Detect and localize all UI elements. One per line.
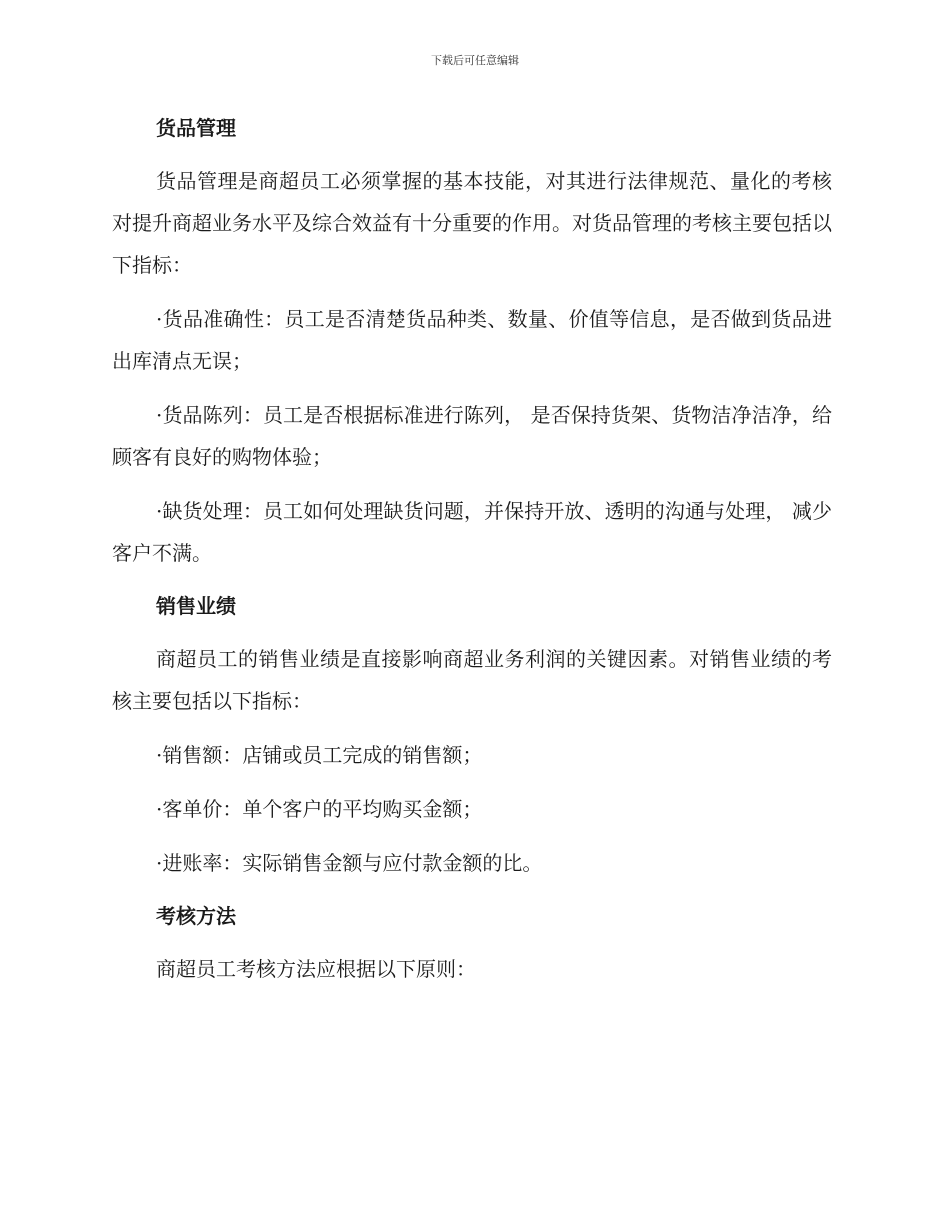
- bullet-item: [112, 734, 832, 776]
- bullet-marker: ·: [156, 307, 163, 331]
- section-heading-goods-management: 货品管理: [156, 116, 236, 140]
- bullet-text: 货品准确性：员工是否清楚货品种类、数量、价值等信息，是否做到货品进出库清点无误；: [112, 307, 832, 373]
- bullet-item: [112, 788, 832, 830]
- bullet-text: 缺货处理：员工如何处理缺货问题，并保持开放、透明的沟通与处理， 减少客户不满。: [112, 499, 832, 565]
- bullet-text: 客单价：单个客户的平均购买金额；: [162, 797, 483, 821]
- paragraph-goods-management-intro: 货品管理是商超员工必须掌握的基本技能，对其进行法律规范、量化的考核对提升商超业务水平及综合效益有十分重要的作用。对货品管理的考核主要包括以下指标：: [112, 169, 832, 277]
- document-body: [112, 108, 832, 1002]
- bullet-marker: ·: [156, 743, 163, 767]
- page-header: 下载后可任意编辑: [431, 54, 519, 67]
- bullet-item: [112, 842, 832, 884]
- bullet-item: [112, 394, 832, 478]
- bullet-text: 销售额：店铺或员工完成的销售额；: [162, 743, 483, 767]
- paragraph-assessment-method-intro: 商超员工考核方法应根据以下原则：: [156, 957, 476, 981]
- bullet-marker: ·: [156, 499, 163, 523]
- bullet-marker: ·: [156, 403, 163, 427]
- bullet-text: 货品陈列：员工是否根据标准进行陈列， 是否保持货架、货物洁净洁净，给顾客有良好的购物体验；: [112, 403, 832, 469]
- section-heading-sales-performance: 销售业绩: [156, 594, 236, 618]
- bullet-marker: ·: [156, 797, 163, 821]
- bullet-marker: ·: [156, 851, 163, 875]
- section-heading-assessment-method: 考核方法: [156, 904, 236, 928]
- bullet-item: [112, 490, 832, 574]
- bullet-text: 进账率：实际销售金额与应付款金额的比。: [162, 851, 543, 875]
- paragraph-sales-performance-intro: 商超员工的销售业绩是直接影响商超业务利润的关键因素。对销售业绩的考核主要包括以下指标：: [112, 647, 832, 713]
- bullet-item: [112, 298, 832, 382]
